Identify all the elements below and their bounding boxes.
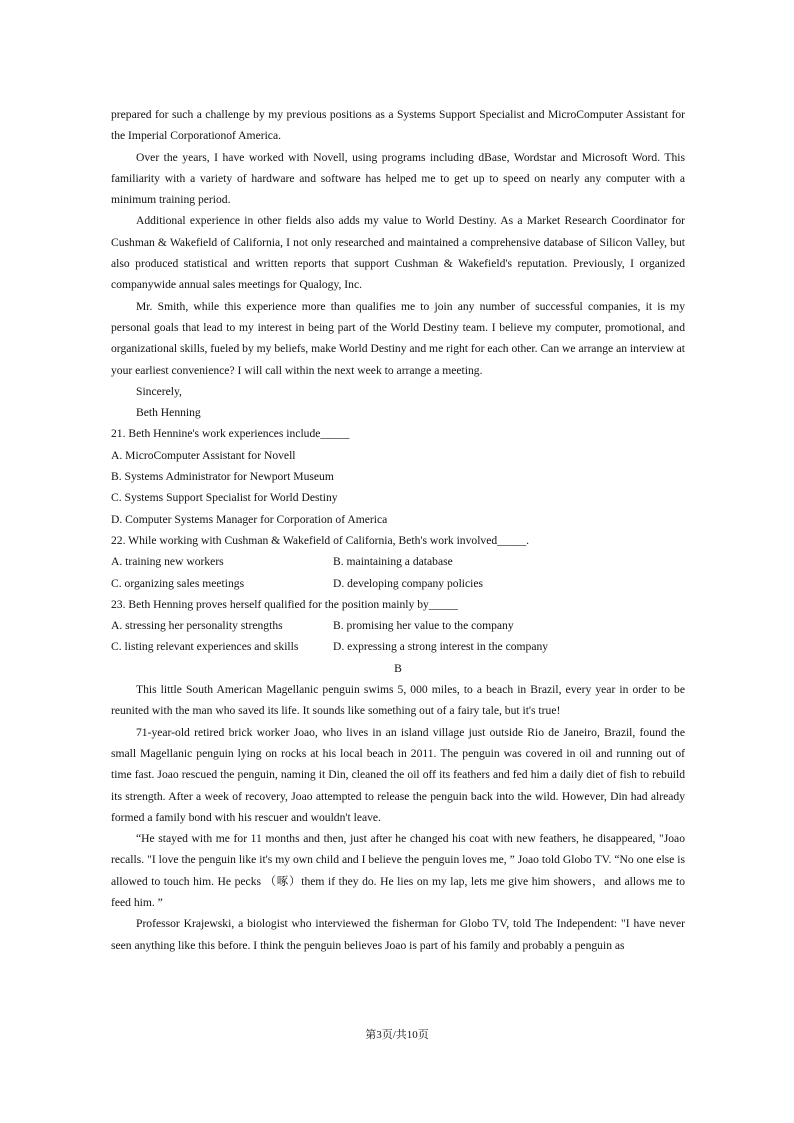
question-option: C. organizing sales meetings [111,576,245,590]
letter-paragraph: Mr. Smith, while this experience more than qualifies me to join any number of successful companies, it is my personal goals that lead to my interest in being part of the World Destiny team. I believe my computer, promotional, and organizational skills, fueled by my beliefs, make World Destiny and me right for each other. Can we arrange an interview at your earliest convenience? I will call within the next week to arrange a meeting. [111,299,685,377]
section-heading: B [394,661,402,675]
page-number: 第3页/共10页 [365,1029,429,1041]
question-options-row [111,573,685,594]
question-stem: 22. While working with Cushman & Wakefield of California, Beth's work involved_____. [111,533,530,547]
question-option: A. MicroComputer Assistant for Novell [111,448,296,462]
letter-closing: Sincerely, [136,384,182,398]
question-stem: 23. Beth Henning proves herself qualified for the position mainly by_____ [111,597,458,611]
passage-paragraph: 71-year-old retired brick worker Joao, who lives in an island village just outside Rio de Janeiro, Brazil, found the small Magellanic penguin lying on rocks at his local beach in 2011. The penguin was covered in oil and running out of time fast. Joao rescued the penguin, naming it Din, cleaned the oil off its feathers and fed him a daily diet of fish to rebuild its strength. After a week of recovery, Joao attempted to release the penguin back into the wild. However, Din had already formed a family bond with his rescuer and wouldn't leave. [111,725,685,824]
letter-paragraph: prepared for such a challenge by my previous positions as a Systems Support Specialist and MicroComputer Assistant for the Imperial Corporationof America. [111,108,685,143]
question-option: B. maintaining a database [333,555,453,569]
question-option: B. promising her value to the company [333,619,514,633]
page-content [111,104,685,956]
question-option: D. expressing a strong interest in the company [333,640,549,654]
passage-paragraph: “He stayed with me for 11 months and then, just after he changed his coat with new feathers, he disappeared, "Joao recalls. "I love the penguin like it's my own child and I believe the penguin loves me, ” Joao told Globo TV. “No one else is allowed to touch him. He pecks （啄）them if they do. He lies on my lap, lets me give him showers，and allows me to feed him. ” [111,832,685,909]
question-option: C. Systems Support Specialist for World Destiny [111,491,338,505]
letter-paragraph: Over the years, I have worked with Novell, using programs including dBase, Wordstar and Microsoft Word. This familiarity with a variety of hardware and software has helped me to get up to speed on nearly any computer with a minimum training period. [111,150,685,207]
question-option: A. training new workers [111,555,224,569]
question-options-row [111,615,685,636]
question-stem: 21. Beth Hennine's work experiences include_____ [111,427,350,441]
letter-paragraph: Additional experience in other fields also adds my value to World Destiny. As a Market Research Coordinator for Cushman & Wakefield of California, I not only researched and maintained a comprehensive database of Silicon Valley, but also produced statistical and written reports that support Cushman & Wakefield's reputation. Previously, I organized companywide annual sales meetings for Qualogy, Inc. [111,214,685,292]
question-options-row [111,636,685,657]
question-options-row [111,551,685,572]
question-option: C. listing relevant experiences and skills [111,640,299,654]
passage-paragraph: Professor Krajewski, a biologist who interviewed the fisherman for Globo TV, told The Independent: "I have never seen anything like this before. I think the penguin believes Joao is part of his family and probably a penguin as [111,917,685,952]
question-option: A. stressing her personality strengths [111,619,283,633]
question-option: D. developing company policies [333,576,484,590]
question-option: D. Computer Systems Manager for Corporation of America [111,512,388,526]
passage-paragraph: This little South American Magellanic penguin swims 5, 000 miles, to a beach in Brazil, every year in order to be reunited with the man who saved its life. It sounds like something out of a fairy tale, but it's true! [111,683,685,718]
question-option: B. Systems Administrator for Newport Museum [111,470,334,484]
letter-signature: Beth Henning [136,406,201,420]
